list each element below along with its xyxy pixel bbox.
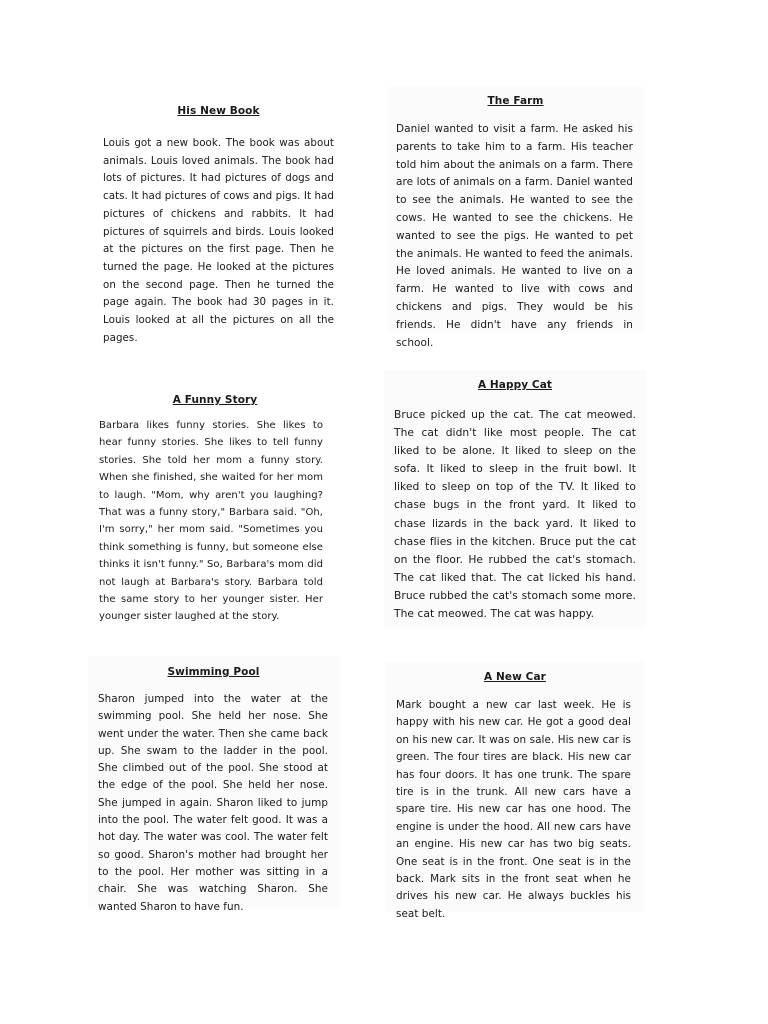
story-the-farm [388,87,643,349]
story-title: The Farm [487,95,544,107]
story-body: Bruce picked up the cat. The cat meowed. The cat didn't like most people. The cat liked to be alone. It liked to sleep on the sofa. It liked to sleep in the fruit bowl. It liked to sleep on top of the TV. It liked to chase bugs in the front yard. It liked to chase lizards in the back yard. It liked to chase flies in the kitchen. Bruce put the cat on the floor. He rubbed the cat's stomach. The cat liked that. The cat licked his hand. Bruce rubbed the cat's stomach some more. The cat meowed. The cat was happy. [394,408,636,621]
story-his-new-book [96,96,341,344]
story-swimming-pool [88,656,339,913]
story-body: Daniel wanted to visit a farm. He asked his parents to take him to a farm. His teacher told him about the animals on a farm. There are lots of animals on a farm. Daniel wanted to see the animals. He wanted to see the cows. He wanted to see the chickens. He wanted to see the pigs. He wanted to pet the animals. He wanted to feed the animals. He loved animals. He wanted to live on a farm. He wanted to live with cows and chickens and pigs. They would be his friends. He didn't have any friends in school. [396,123,633,349]
story-body: Sharon jumped into the water at the swimming pool. She held her nose. She went under the water. Then she came back up. She swam to the ladder in the pool. She climbed out of the pool. She stood at the edge of the pool. She held her nose. She jumped in again. Sharon liked to jump into the pool. The water felt good. It was a hot day. The water was cool. The water felt so good. Sharon's mother had brought her to the pool. Her mother was sitting in a chair. She was watching Sharon. She wanted Sharon to have fun. [98,693,328,913]
story-title: His New Book [177,105,260,117]
story-title: A New Car [484,671,546,683]
story-title: A Funny Story [172,394,258,406]
story-body: Barbara likes funny stories. She likes to hear funny stories. She likes to tell funny stories. She told her mom a funny story. When she finished, she waited for her mom to laugh. "Mom, why aren't you laughing? That was a funny story," Barbara said. "Oh, I'm sorry," her mom said. "Sometimes you think something is funny, but someone else thinks it isn't funny." So, Barbara's mom did not laugh at Barbara's story. Barbara told the same story to her younger sister. Her younger sister laughed at the story. [99,420,323,623]
story-body: Louis got a new book. The book was about animals. Louis loved animals. The book had lots of pictures. It had pictures of dogs and cats. It had pictures of cows and pigs. It had pictures of chickens and rabbits. It had pictures of squirrels and birds. Louis looked at the pictures on the first page. Then he turned the page. He looked at the pictures on the second page. Then he turned the page again. The book had 30 pages in it. Louis looked at all the pictures on all the pages. [103,137,334,344]
story-a-new-car [386,662,644,920]
story-title: A Happy Cat [477,379,553,391]
story-a-happy-cat [384,370,646,627]
story-body: Mark bought a new car last week. He is happy with his new car. He got a good deal on his new car. It was on sale. His new car is green. The four tires are black. His new car has four doors. It has one trunk. The spare tire is in the trunk. All new cars have a spare tire. His new car has one hood. The engine is under the hood. All new cars have an engine. His new car has two big seats. One seat is in the front. One seat is in the back. Mark sits in the front seat when he drives his new car. He always buckles his seat belt. [396,699,631,920]
story-title: Swimming Pool [167,666,260,678]
story-a-funny-story [92,384,338,623]
